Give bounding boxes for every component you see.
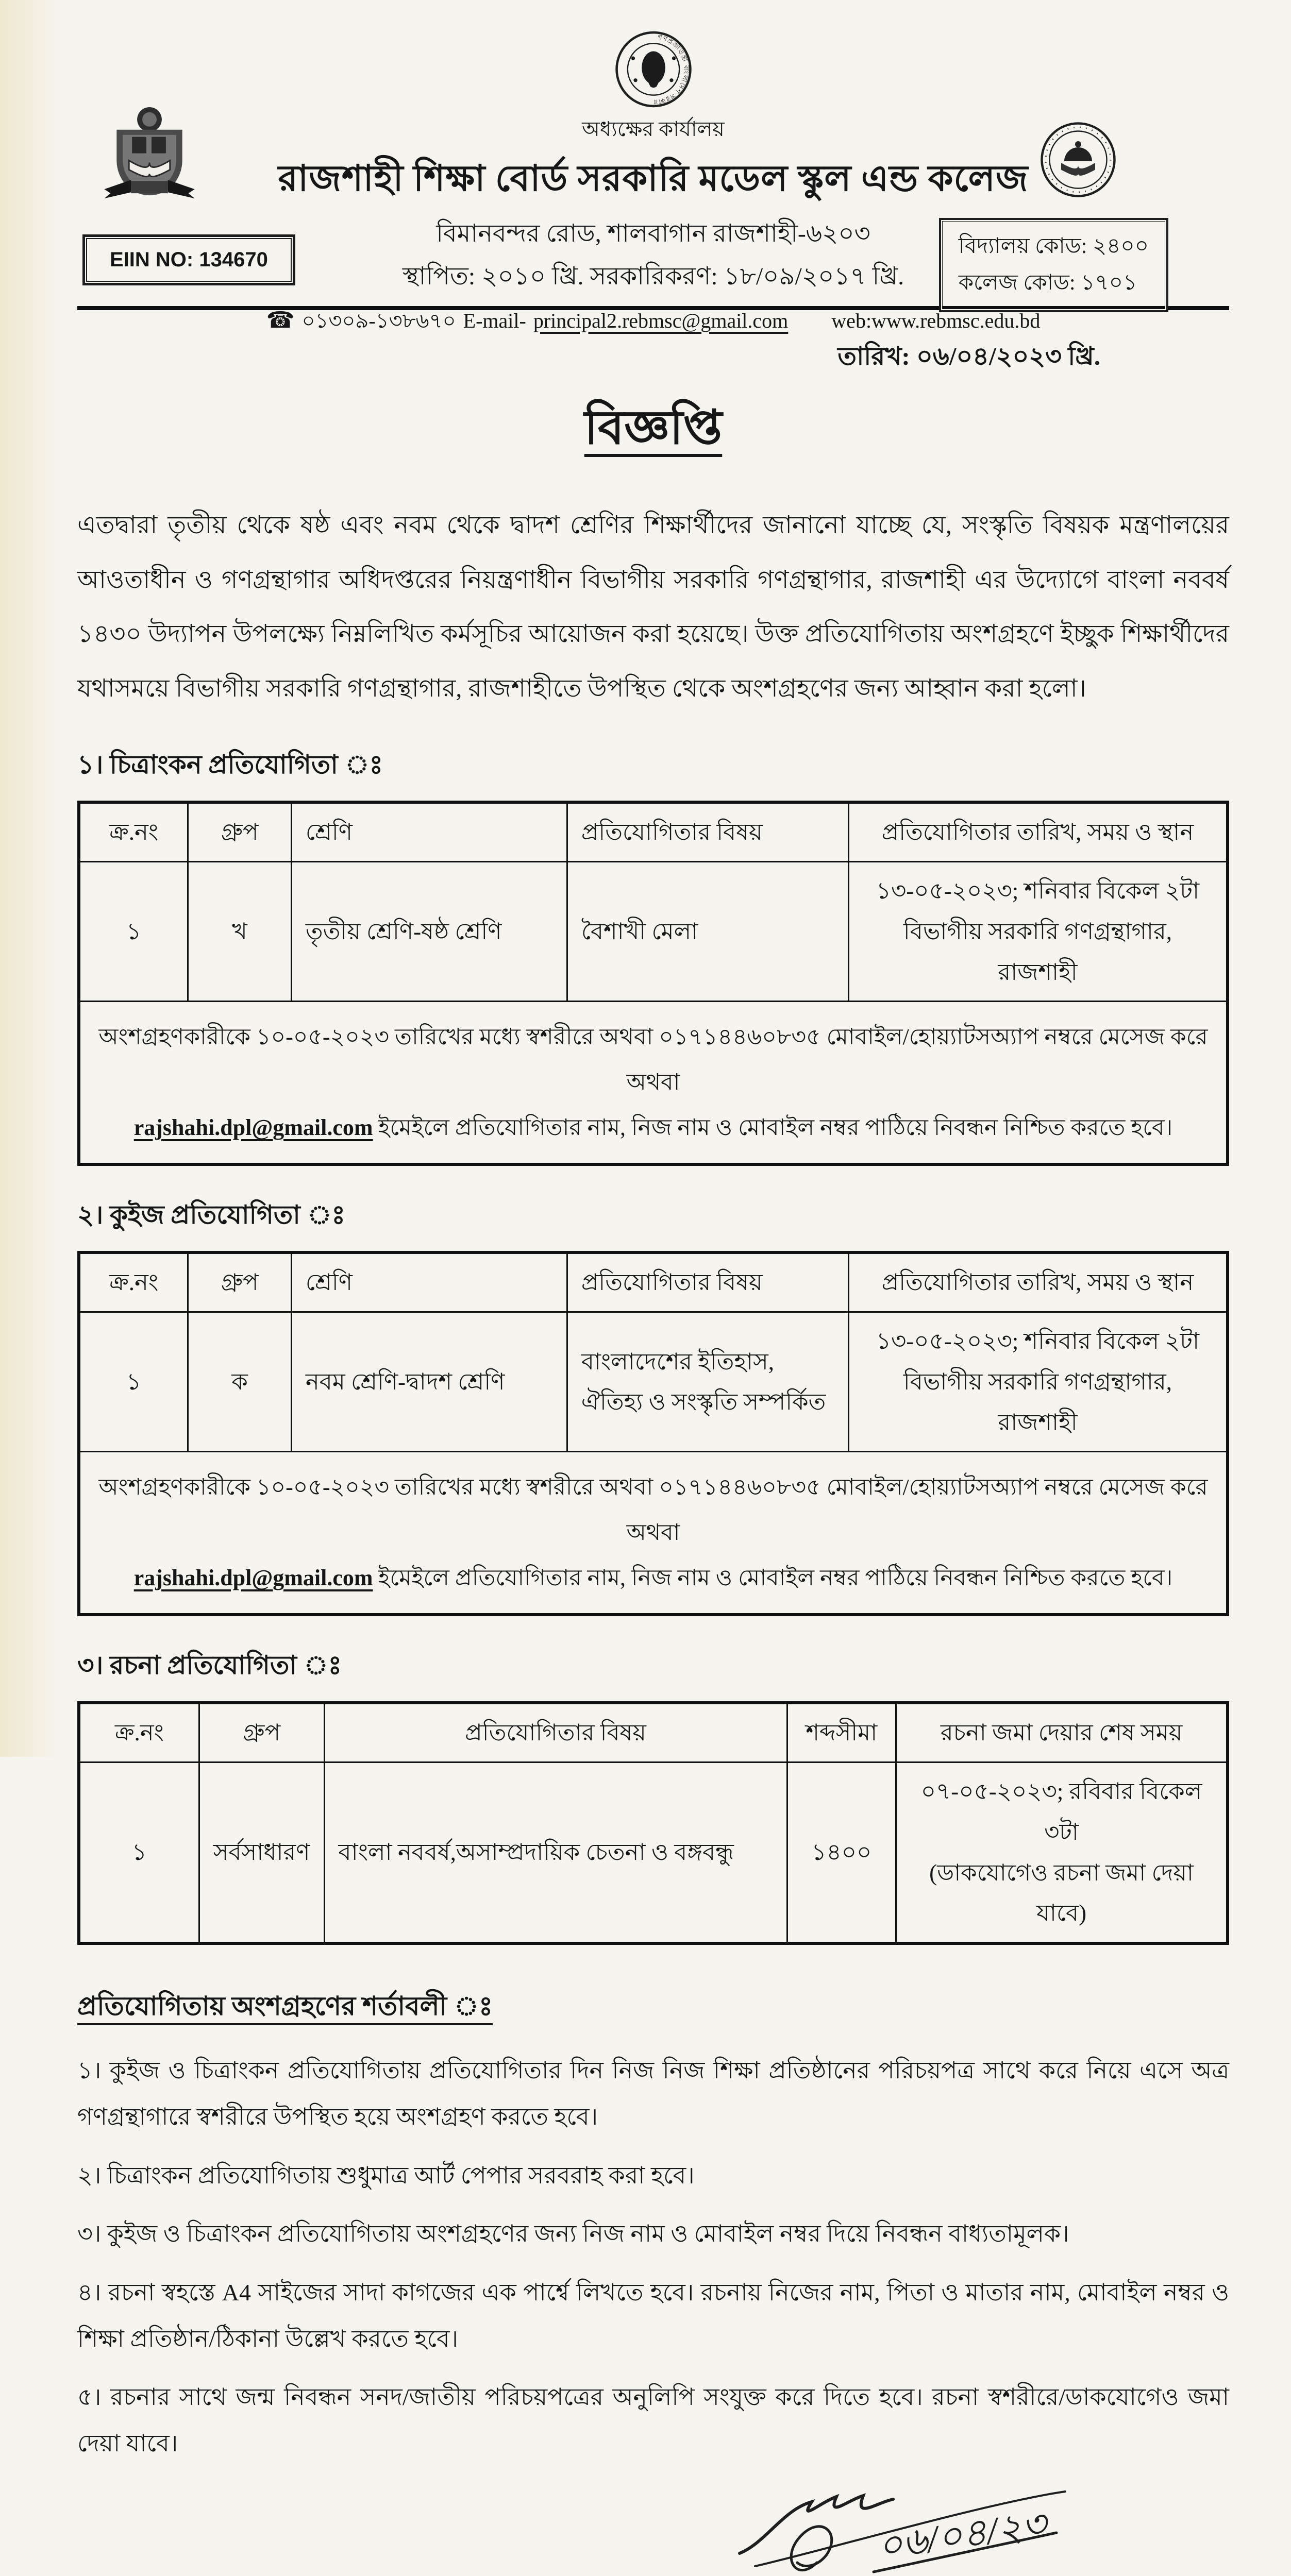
col-class: শ্রেণি xyxy=(291,1252,567,1312)
col-group: গ্রুপ xyxy=(188,1252,292,1312)
signature-block xyxy=(647,2471,1152,2576)
email-address: principal2.rebmsc@gmail.com xyxy=(533,309,789,332)
cell-group: খ xyxy=(188,862,292,1002)
school-code: বিদ্যালয় কোড: ২৪০০ xyxy=(958,234,1149,258)
cell-serial: ১ xyxy=(79,1762,199,1944)
website-url: web:www.rebmsc.edu.bd xyxy=(831,309,1041,332)
col-group: গ্রুপ xyxy=(199,1703,324,1762)
col-deadline: রচনা জমা দেয়ার শেষ সময় xyxy=(896,1703,1228,1762)
registration-email: rajshahi.dpl@gmail.com xyxy=(133,1115,373,1141)
address-line: বিমানবন্দর রোড, শালবাগান রাজশাহী-৬২০৩ xyxy=(436,220,870,247)
board-seal-icon xyxy=(1039,121,1117,198)
section-heading: ১। চিত্রাংকন প্রতিযোগিতা ঃ xyxy=(77,750,383,779)
col-serial: ক্র.নং xyxy=(79,1252,188,1312)
subject-line2: ঐতিহ্য ও সংস্কৃতি সম্পর্কিত xyxy=(581,1389,826,1415)
deadline-note: (ডাকযোগেও রচনা জমা দেয়া যাবে) xyxy=(929,1859,1194,1926)
email-label: E-mail- xyxy=(463,309,526,332)
schedule-venue: বিভাগীয় সরকারি গণগ্রন্থাগার, রাজশাহী xyxy=(903,1368,1172,1435)
eiin-box: EIIN NO: 134670 xyxy=(82,234,295,285)
established-line: স্থাপিত: ২০১০ খ্রি. সরকারিকরণ: ১৮/০৯/২০১৭ খ্রি. xyxy=(402,263,904,290)
col-class: শ্রেণি xyxy=(291,802,567,861)
phone-icon: ☎ xyxy=(266,308,295,333)
govt-seal-icon xyxy=(614,28,693,112)
condition-item: ১। কুইজ ও চিত্রাংকন প্রতিযোগিতায় প্রতিযোগিতার দিন নিজ নিজ শিক্ষা প্রতিষ্ঠানের পরিচয়পত্র সাথে করে নিয়ে এসে অত্র গণগ্রন্থাগারে স্বশরীরে উপস্থিত হয়ে অংশগ্রহণ করতে হবে। xyxy=(77,2057,1229,2130)
col-schedule: প্রতিযোগিতার তারিখ, সময় ও স্থান xyxy=(848,802,1228,861)
table-row xyxy=(79,1762,1228,1944)
note-line2-text: ইমেইলে প্রতিযোগিতার নাম, নিজ নাম ও মোবাইল নম্বর পাঠিয়ে নিবন্ধন নিশ্চিত করতে হবে। xyxy=(378,1565,1173,1591)
cell-schedule xyxy=(848,862,1228,1002)
cell-serial: ১ xyxy=(79,862,188,1002)
board-seal xyxy=(1039,121,1117,201)
registration-email: rajshahi.dpl@gmail.com xyxy=(133,1565,373,1591)
note-line2 xyxy=(96,1105,1211,1150)
school-crest xyxy=(98,103,201,216)
handwritten-date: ০৬/০৪/২৩ xyxy=(875,2502,1049,2568)
subject-line1: বাংলাদেশের ইতিহাস, xyxy=(581,1348,775,1375)
note-line1: অংশগ্রহণকারীকে ১০-০৫-২০২৩ তারিখের মধ্যে স্বশরীরে অথবা ০১৭১৪৪৬০৮৩৫ মোবাইল/হোয়্যাটসঅ্যাপ নম্বরে মেসেজ করে অথবা xyxy=(98,1024,1208,1095)
section-heading: ৩। রচনা প্রতিযোগিতা ঃ xyxy=(77,1651,342,1680)
codes-box xyxy=(939,218,1168,312)
table-note-row xyxy=(79,1002,1228,1165)
table-header-row xyxy=(79,802,1228,861)
essay-contest-table xyxy=(77,1701,1229,1945)
note-line1: অংশগ্রহণকারীকে ১০-০৫-২০২৩ তারিখের মধ্যে স্বশরীরে অথবা ০১৭১৪৪৬০৮৩৫ মোবাইল/হোয়্যাটসঅ্যাপ নম্বরে মেসেজ করে অথবা xyxy=(98,1475,1208,1546)
signature-icon xyxy=(719,2471,1080,2576)
cell-subject: বাংলা নববর্ষ,অসাম্প্রদায়িক চেতনা ও বঙ্গবন্ধু xyxy=(324,1762,787,1944)
col-serial: ক্র.নং xyxy=(79,1703,199,1762)
note-line2-text: ইমেইলে প্রতিযোগিতার নাম, নিজ নাম ও মোবাইল নম্বর পাঠিয়ে নিবন্ধন নিশ্চিত করতে হবে। xyxy=(378,1115,1173,1141)
cell-group: ক xyxy=(188,1312,292,1452)
govt-seal xyxy=(77,28,1229,112)
letterhead xyxy=(77,28,1229,333)
cell-deadline xyxy=(896,1762,1228,1944)
cell-subject xyxy=(567,1312,848,1452)
registration-note xyxy=(79,1002,1228,1165)
cell-word-limit: ১৪০০ xyxy=(787,1762,896,1944)
section-essay-contest xyxy=(77,1646,1229,1945)
cell-class: নবম শ্রেণি-দ্বাদশ শ্রেণি xyxy=(291,1312,567,1452)
condition-item: ৫। রচনার সাথে জন্ম নিবন্ধন সনদ/জাতীয় পরিচয়পত্রের অনুলিপি সংযুক্ত করে দিতে হবে। রচনা স্বশরীরে/ডাকযোগেও জমা দেয়া যাবে। xyxy=(77,2384,1229,2456)
intro-paragraph: এতদ্বারা তৃতীয় থেকে ষষ্ঠ এবং নবম থেকে দ্বাদশ শ্রেণির শিক্ষার্থীদের জানানো যাচ্ছে যে, সংস্কৃতি বিষয়ক মন্ত্রণালয়ের আওতাধীন ও গণগ্রন্থাগার অধিদপ্তরের নিয়ন্ত্রণাধীন বিভাগীয় সরকারি গণগ্রন্থাগার, রাজশাহী এর উদ্যোগে বাংলা নববর্ষ ১৪৩০ উদ্যাপন উপলক্ষ্যে নিম্নলিখিত কর্মসূচির আয়োজন করা হয়েছে। উক্ত প্রতিযোগিতায় অংশগ্রহণে ইচ্ছুক শিক্ষার্থীদের যথাসময়ে বিভাগীয় সরকারি গণগ্রন্থাগার, রাজশাহীতে উপস্থিত থেকে অংশগ্রহণের জন্য আহ্বান করা হলো। xyxy=(77,512,1229,702)
col-word-limit: শব্দসীমা xyxy=(787,1703,896,1762)
table-row xyxy=(79,862,1228,1002)
col-schedule: প্রতিযোগিতার তারিখ, সময় ও স্থান xyxy=(848,1252,1228,1312)
condition-item: ৩। কুইজ ও চিত্রাংকন প্রতিযোগিতায় অংশগ্রহণের জন্য নিজ নাম ও মোবাইল নম্বর দিয়ে নিবন্ধন বাধ্যতামূলক। xyxy=(77,2221,1069,2247)
section-quiz-contest xyxy=(77,1196,1229,1616)
college-code: কলেজ কোড: ১৭০১ xyxy=(958,271,1137,295)
notice-title-wrap xyxy=(77,391,1229,470)
quiz-contest-table xyxy=(77,1251,1229,1616)
condition-item: ২। চিত্রাংকন প্রতিযোগিতায় শুধুমাত্র আর্ট পেপার সরবরাহ করা হবে। xyxy=(77,2162,695,2189)
institution-name: রাজশাহী শিক্ষা বোর্ড সরকারি মডেল স্কুল এন্ড কলেজ xyxy=(278,159,1029,199)
conditions-heading: প্রতিযোগিতায় অংশগ্রহণের শর্তাবলী ঃ xyxy=(77,1992,493,2022)
table-row xyxy=(79,1312,1228,1452)
col-subject: প্রতিযোগিতার বিষয় xyxy=(324,1703,787,1762)
col-serial: ক্র.নং xyxy=(79,802,188,861)
col-subject: প্রতিযোগিতার বিষয় xyxy=(567,1252,848,1312)
registration-note xyxy=(79,1452,1228,1615)
phone-number: ০১৩০৯-১৩৮৬৭০ xyxy=(301,309,456,332)
cell-subject: বৈশাখী মেলা xyxy=(567,862,848,1002)
col-group: গ্রুপ xyxy=(188,802,292,861)
schedule-datetime: ১৩-০৫-২০২৩; শনিবার বিকেল ২টা xyxy=(876,1328,1200,1354)
cell-schedule xyxy=(848,1312,1228,1452)
cell-group: সর্বসাধারণ xyxy=(199,1762,324,1944)
schedule-datetime: ১৩-০৫-২০২৩; শনিবার বিকেল ২টা xyxy=(876,878,1200,904)
table-header-row xyxy=(79,1252,1228,1312)
section-heading: ২। কুইজ প্রতিযোগিতা ঃ xyxy=(77,1200,346,1230)
date-line: তারিখ: ০৬/০৪/২০২৩ খ্রি. xyxy=(837,342,1100,370)
condition-item: ৪। রচনা স্বহস্তে A4 সাইজের সাদা কাগজের এক পার্শ্বে লিখতে হবে। রচনায় নিজের নাম, পিতা ও মাতার নাম, মোবাইল নম্বর ও শিক্ষা প্রতিষ্ঠান/ঠিকানা উল্লেখ করতে হবে। xyxy=(77,2279,1229,2352)
seal-ring-text: গণপ্রজাতন্ত্রী বাংলাদেশ সরকার xyxy=(652,32,690,106)
office-line: অধ্যক্ষের কার্যালয় xyxy=(582,117,725,141)
section-drawing-contest xyxy=(77,745,1229,1166)
table-header-row xyxy=(79,1703,1228,1762)
col-subject: প্রতিযোগিতার বিষয় xyxy=(567,802,848,861)
notice-title: বিজ্ঞপ্তি xyxy=(584,401,723,454)
conditions-list xyxy=(77,2047,1229,2467)
deadline-datetime: ০৭-০৫-২০২৩; রবিবার বিকেল ৩টা xyxy=(920,1778,1202,1845)
drawing-contest-table xyxy=(77,801,1229,1166)
schedule-venue: বিভাগীয় সরকারি গণগ্রন্থাগার, রাজশাহী xyxy=(903,918,1172,985)
cell-serial: ১ xyxy=(79,1312,188,1452)
table-note-row xyxy=(79,1452,1228,1615)
cell-class: তৃতীয় শ্রেণি-ষষ্ঠ শ্রেণি xyxy=(291,862,567,1002)
note-line2 xyxy=(96,1555,1211,1601)
school-crest-icon xyxy=(98,103,201,214)
